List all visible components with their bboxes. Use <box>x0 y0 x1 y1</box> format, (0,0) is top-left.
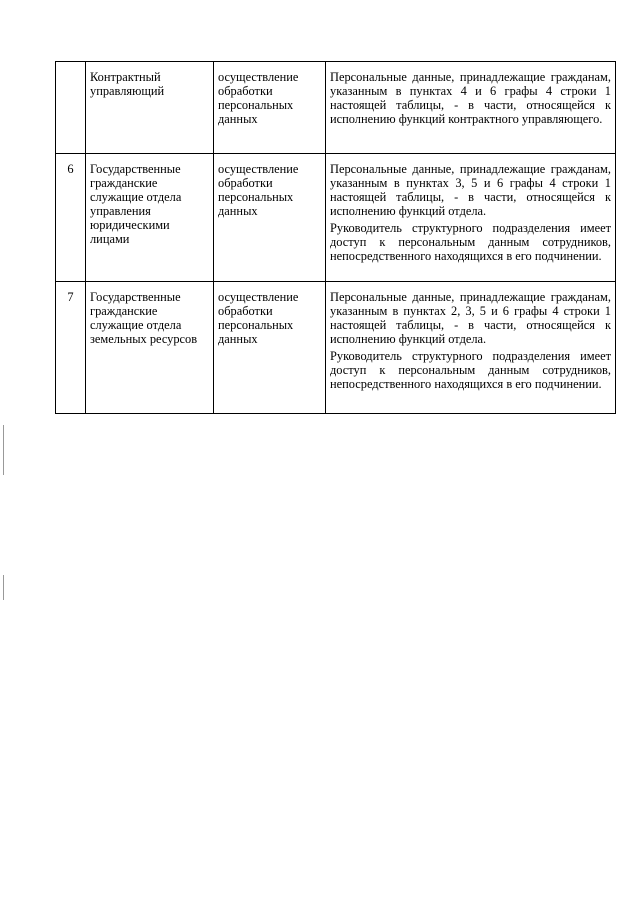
data-scope-cell <box>326 154 616 282</box>
personal-data-access-table <box>55 61 616 414</box>
data-scope-cell <box>326 62 616 154</box>
data-scope-cell <box>326 282 616 414</box>
data-scope-text: Персональные данные, принадлежащие гражданам, указанным в пунктах 4 и 6 графы 4 строки 1 настоящей таблицы, - в части, относящейся к исполнению функций контрактного управляющего. <box>330 70 611 126</box>
table-row <box>56 154 616 282</box>
manager-access-note: Руководитель структурного подразделения имеет доступ к персональным данным сотрудников, непосредственного находящихся в его подчинении. <box>330 349 611 391</box>
employee-category: Контрактный управляющий <box>86 62 214 154</box>
processing-action: осуществление обработки персональных данных <box>214 154 326 282</box>
table-row <box>56 62 616 154</box>
row-number <box>56 62 86 154</box>
processing-action: осуществление обработки персональных данных <box>214 282 326 414</box>
processing-action: осуществление обработки персональных данных <box>214 62 326 154</box>
manager-access-note: Руководитель структурного подразделения имеет доступ к персональным данным сотрудников, непосредственного находящихся в его подчинении. <box>330 221 611 263</box>
table-row <box>56 282 616 414</box>
data-scope-text: Персональные данные, принадлежащие гражданам, указанным в пунктах 2, 3, 5 и 6 графы 4 строки 1 настоящей таблицы, - в части, относящейся к исполнению функций отдела. <box>330 290 611 346</box>
data-scope-text: Персональные данные, принадлежащие гражданам, указанным в пунктах 3, 5 и 6 графы 4 строки 1 настоящей таблицы, - в части, относящейся к исполнению функций отдела. <box>330 162 611 218</box>
employee-category: Государственные гражданские служащие отдела управления юридическими лицами <box>86 154 214 282</box>
scan-edge-mark <box>3 575 4 600</box>
row-number: 6 <box>56 154 86 282</box>
row-number: 7 <box>56 282 86 414</box>
scan-edge-mark <box>3 425 4 475</box>
employee-category: Государственные гражданские служащие отдела земельных ресурсов <box>86 282 214 414</box>
